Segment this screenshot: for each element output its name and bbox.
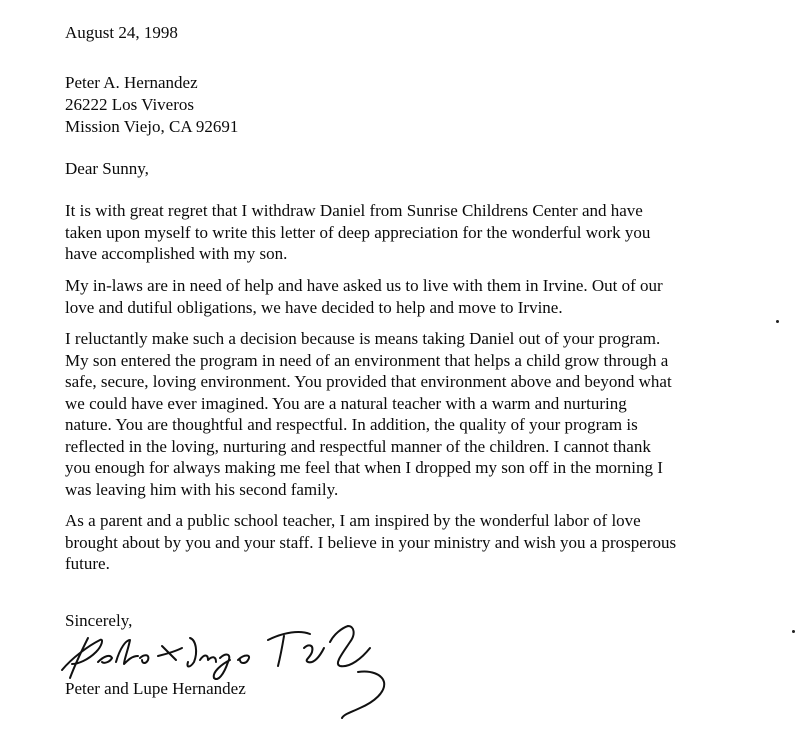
paragraph-line: future. — [65, 554, 110, 573]
paragraph-line: My son entered the program in need of an environment that helps a child grow through a — [65, 350, 669, 370]
paragraph-line: brought about by you and your staff. I believe in your ministry and wish you a prosperous — [65, 532, 677, 552]
paragraph-line: we could have ever imagined. You are a natural teacher with a warm and nurturing — [65, 393, 627, 413]
closing: Sincerely, — [65, 611, 133, 630]
salutation: Dear Sunny, — [65, 159, 149, 178]
paragraph-line: taken upon myself to write this letter of deep appreciation for the wonderful work you — [65, 222, 651, 242]
paragraph-line: My in-laws are in need of help and have asked us to live with them in Irvine. Out of our — [65, 276, 663, 295]
scan-speck — [792, 630, 795, 633]
paragraph-line: was leaving him with his second family. — [65, 479, 339, 499]
scan-speck — [776, 320, 779, 323]
paragraph-line: nature. You are thoughtful and respectful. In addition, the quality of your program is — [65, 415, 638, 434]
paragraph-withdrawal — [65, 200, 650, 265]
paragraph-line: you enough for always making me feel that when I dropped my son off in the morning I — [65, 458, 663, 477]
letter-date: August 24, 1998 — [65, 23, 178, 42]
paragraph-line: have accomplished with my son. — [65, 244, 288, 263]
handwritten-signature — [58, 618, 418, 723]
sender-city-state-zip: Mission Viejo, CA 92691 — [65, 117, 239, 136]
signer-names: Peter and Lupe Hernandez — [65, 679, 246, 698]
paragraph-line: safe, secure, loving environment. You provided that environment above and beyond what — [65, 372, 672, 391]
sender-street: 26222 Los Viveros — [65, 95, 194, 114]
paragraph-line: love and dutiful obligations, we have decided to help and move to Irvine. — [65, 297, 563, 317]
sender-name: Peter A. Hernandez — [65, 73, 198, 92]
paragraph-line: reflected in the loving, nurturing and respectful manner of the children. I cannot thank — [65, 436, 651, 456]
paragraph-line: As a parent and a public school teacher, I am inspired by the wonderful labor of love — [65, 511, 641, 530]
paragraph-line: I reluctantly make such a decision because is means taking Daniel out of your program. — [65, 329, 661, 348]
paragraph-appreciation — [65, 328, 672, 500]
paragraph-closing-thoughts — [65, 510, 676, 575]
paragraph-move — [65, 275, 663, 318]
paragraph-line: It is with great regret that I withdraw Daniel from Sunrise Childrens Center and have — [65, 201, 643, 220]
